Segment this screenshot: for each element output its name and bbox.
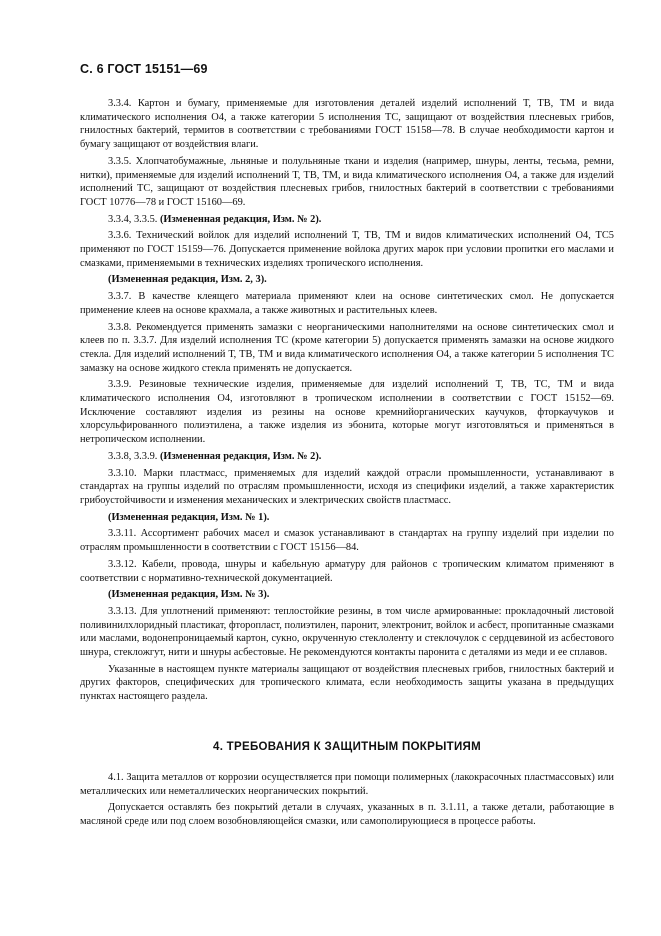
paragraph-3-3-9: 3.3.9. Резиновые технические изделия, применяемые для изделий исполнений Т, ТВ, ТС, ТМ и вида климатического исполнения О4, изготовляют в тропическом исполнении в соответствии с ГОСТ 15152—69. Исключение составляют изделия из резины на основе кремнийорганических каучуков, фторкаучуков и хлорсульфированного полиэтилена, а также изделия из эбонита, которые могут изготовляться и применяться в нетропическом исполнении. — [80, 379, 614, 446]
amendment-prefix: 3.3.8, 3.3.9. — [108, 450, 158, 462]
amendment-text: (Измененная редакция, Изм. № 1). — [108, 511, 270, 523]
paragraph-3-3-6: 3.3.6. Технический войлок для изделий исполнений Т, ТВ, ТМ и видов климатических исполнений О4, ТС5 применяют по ГОСТ 15159—76. Допускается применение войлока других марок при условии пропитки его маслами и смазками, применяемыми в технических изделиях тропического исполнения. — [80, 230, 614, 269]
amendment-text: (Измененная редакция, Изм. 2, 3). — [108, 274, 267, 286]
section-4-title: 4. ТРЕБОВАНИЯ К ЗАЩИТНЫМ ПОКРЫТИЯМ — [213, 741, 481, 753]
paragraph-4-1-note: Допускается оставлять без покрытий детали в случаях, указанных в п. 3.1.11, а также детали, работающие в масляной среде или под слоем возобновляющейся смазки, или самополирующиеся в процессе работы. — [80, 802, 614, 828]
amendment-note — [80, 450, 614, 464]
amendment-note — [80, 213, 614, 227]
paragraph-3-3-7: 3.3.7. В качестве клеящего материала применяют клеи на основе синтетических смол. Не допускается применение клеев на основе крахмала, а также животных и растительных клеев. — [80, 291, 614, 316]
paragraph-3-3-11: 3.3.11. Ассортимент рабочих масел и смазок устанавливают в стандартах на группу изделий при изделии по отраслям промышленности в соответствии с ГОСТ 15156—84. — [80, 528, 614, 554]
paragraph-3-3-13: 3.3.13. Для уплотнений применяют: теплостойкие резины, в том числе армированные: прокладочный листовой поливинилхлоридный пластикат, фторопласт, полиэтилен, паронит, электронит, войлок и асбест, пропитанные смазками или маслами, водонепроницаемый картон, сукно, окрученную стеклоленту и стеклочулок с сердцевиной из асбестового шнура, стекложгут, нити и шнуры асбестовые. Не рекомендуются контакты паронита с деталями из меди и ее сплавов. — [80, 605, 614, 659]
amendment-text: (Измененная редакция, Изм. № 3). — [108, 589, 270, 601]
paragraph-note: Указанные в настоящем пункте материалы защищают от воздействия плесневых грибов, гнилостных бактерий и других факторов, специфических для тропического климата, если необходимость защиты указана в предыдущих пунктах настоящего раздела. — [80, 663, 614, 703]
amendment-note — [80, 588, 614, 602]
paragraph-3-3-4: 3.3.4. Картон и бумагу, применяемые для изготовления деталей изделий исполнений Т, ТВ, ТМ и вида климатического исполнения О4, а также категории 5 исполнения ТС, защищают от воздействия плесневых грибов, гнилостных бактерий, термитов в соответствии с требованиями ГОСТ 15158—78. В случае необходимости картон и бумагу защищают от воздействия влаги. — [80, 98, 614, 151]
paragraph-3-3-12: 3.3.12. Кабели, провода, шнуры и кабельную арматуру для районов с тропическим климатом применяют в соответствии с нормативно-технической документацией. — [80, 558, 614, 584]
amendment-prefix: 3.3.4, 3.3.5. — [108, 213, 158, 225]
section-3-body — [80, 97, 614, 707]
amendment-note — [80, 511, 614, 525]
paragraph-3-3-10: 3.3.10. Марки пластмасс, применяемых для изделий каждой отрасли промышленности, устанавливают в стандартах на группы изделий по отраслям промышленности, исходя из специфики изделий, а также характеристик грибоустойчивости и изменения механических и электрических свойств пластмасс. — [80, 467, 614, 506]
section-4-body — [80, 771, 614, 832]
amendment-text: (Измененная редакция, Изм. № 2). — [159, 213, 322, 225]
paragraph-4-1: 4.1. Защита металлов от коррозии осуществляется при помощи полимерных (лакокрасочных пластмассовых) или металлических или неметаллических неорганических покрытий. — [80, 772, 614, 797]
page-header: С. 6 ГОСТ 15151—69 — [80, 62, 208, 76]
paragraph-3-3-5: 3.3.5. Хлопчатобумажные, льняные и полульняные ткани и изделия (например, шнуры, ленты, тесьма, ремни, нитки), применяемые для изделий исполнений Т, ТВ, ТМ, и вида климатического исполнения О4, а также для изделий исполнений ТС, защищают от воздействия плесневых грибов, гнилостных бактерий в соответствии с требованиями ГОСТ 10776—78 и ГОСТ 15160—69. — [80, 155, 614, 208]
paragraph-3-3-8: 3.3.8. Рекомендуется применять замазки с неорганическими наполнителями на основе синтетических смол и клеев по п. 3.3.7. Для изделий исполнения ТС (кроме категории 5) допускается применять замазки на основе жидкого стекла. Для изделий исполнений Т, ТВ, ТМ и вида климатического исполнения О4, а также категории 5 исполнения ТС замазку на основе жидкого стекла применять не допускается. — [80, 321, 614, 374]
amendment-text: (Измененная редакция, Изм. № 2). — [159, 450, 322, 462]
amendment-note — [80, 273, 614, 287]
